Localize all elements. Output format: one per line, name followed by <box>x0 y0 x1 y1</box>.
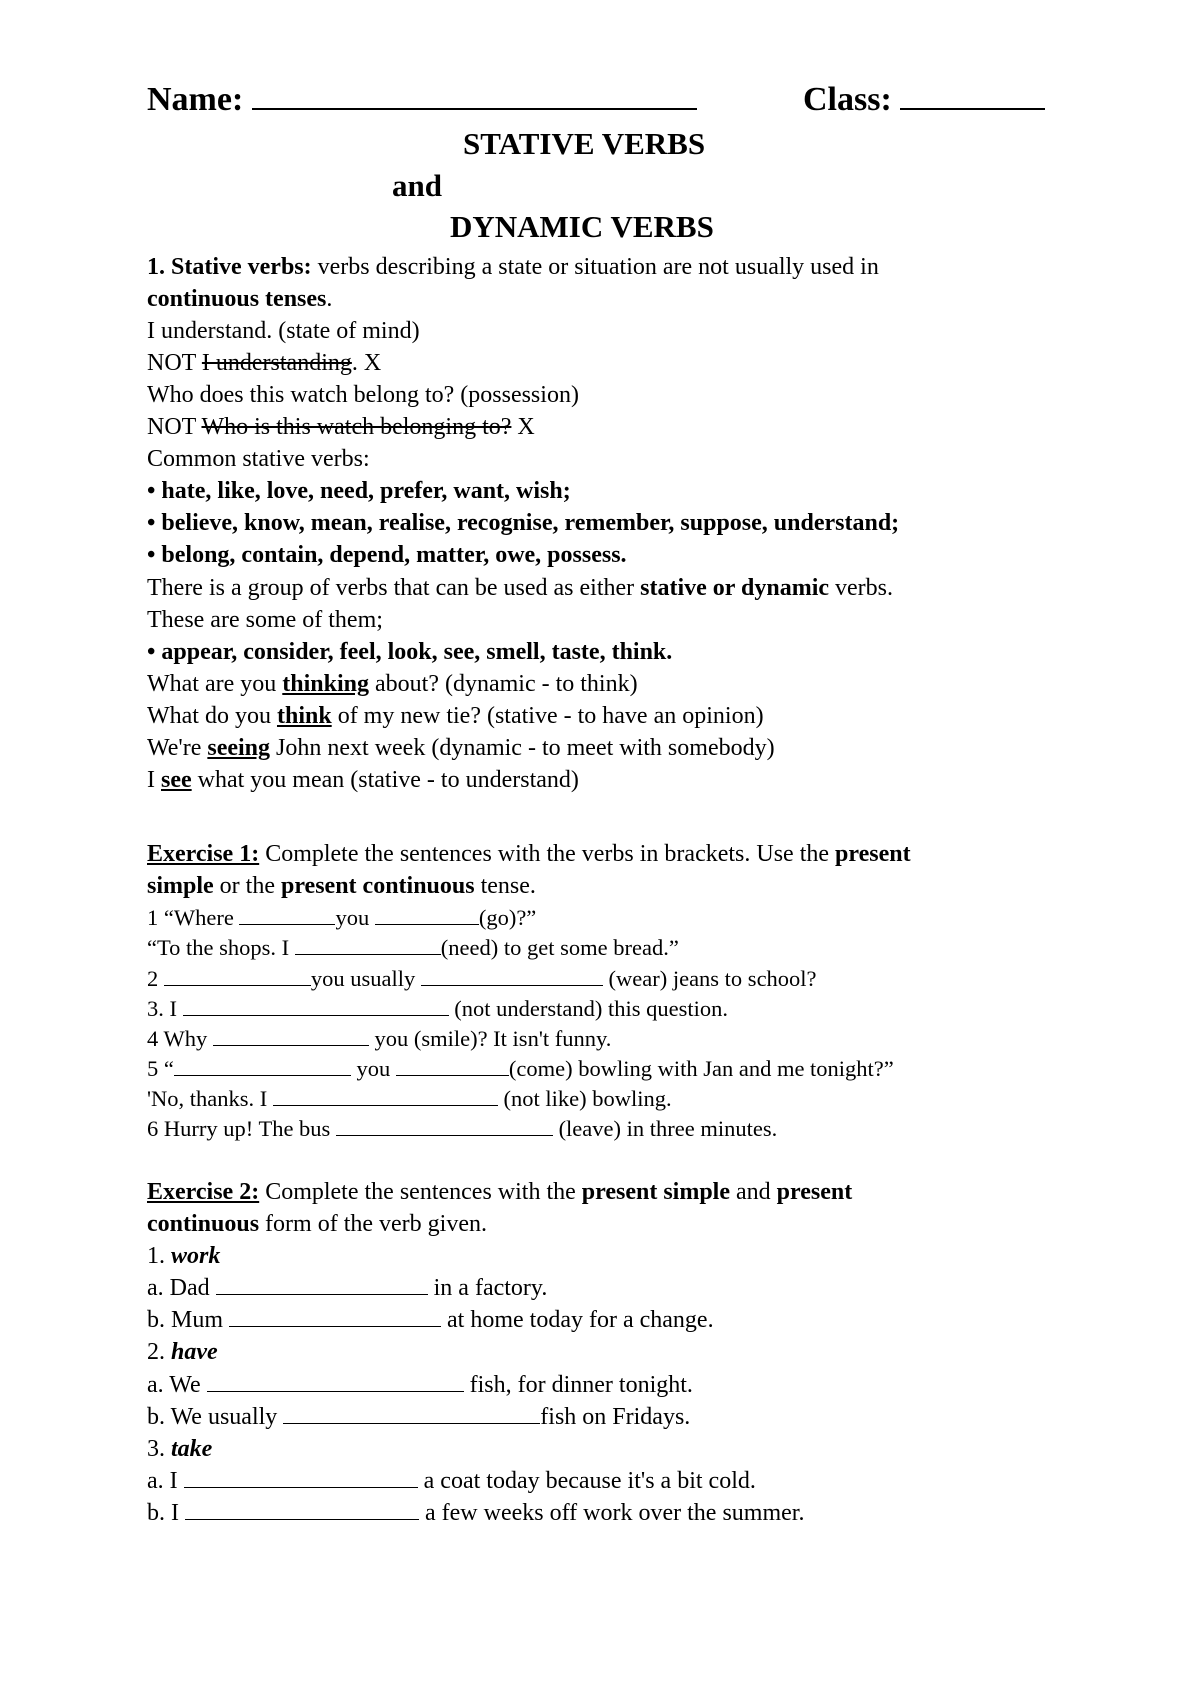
exercise-1-instructions-2: simple or the present continuous tense. <box>147 873 536 899</box>
stative-intro-line-1: 1. Stative verbs: verbs describing a state or situation are not usually used in <box>147 254 879 280</box>
verb-1-heading: 1. work <box>147 1243 221 1269</box>
ex1-question-6: 6 Hurry up! The bus (leave) in three minutes. <box>147 1116 778 1141</box>
title-line-3: DYNAMIC VERBS <box>450 209 714 244</box>
exercise-2-instructions: Exercise 2: Complete the sentences with the present simple and present <box>147 1179 853 1205</box>
exercise-2-instructions-2: continuous form of the verb given. <box>147 1211 487 1237</box>
ex2-3b: b. I a few weeks off work over the summer. <box>147 1500 805 1526</box>
answer-blank[interactable] <box>283 1403 540 1424</box>
ex1-question-5b: 'No, thanks. I (not like) bowling. <box>147 1086 672 1111</box>
group-note: There is a group of verbs that can be used as either stative or dynamic verbs. <box>147 575 894 601</box>
answer-blank[interactable] <box>164 965 311 986</box>
title-line-1: STATIVE VERBS <box>463 126 706 161</box>
example-1-wrong: NOT I understanding. X <box>147 350 382 376</box>
answer-blank[interactable] <box>295 934 441 955</box>
verb-3-heading: 3. take <box>147 1436 213 1462</box>
example-2-wrong: NOT Who is this watch belonging to? X <box>147 414 535 440</box>
dual-example-1: What are you thinking about? (dynamic - to think) <box>147 671 638 697</box>
ex1-question-3: 3. I (not understand) this question. <box>147 996 728 1021</box>
ex1-question-1a: 1 “Where you (go)?” <box>147 905 537 930</box>
answer-blank[interactable] <box>184 1467 418 1488</box>
ex2-2a: a. We fish, for dinner tonight. <box>147 1372 693 1398</box>
class-field-row <box>803 80 1045 120</box>
ex1-question-5a: 5 “ you (come) bowling with Jan and me tonight?” <box>147 1056 894 1081</box>
common-verbs-label: Common stative verbs: <box>147 446 370 472</box>
name-blank[interactable] <box>252 80 697 110</box>
dual-example-3: We're seeing John next week (dynamic - to meet with somebody) <box>147 735 775 761</box>
exercise-1-instructions: Exercise 1: Complete the sentences with the verbs in brackets. Use the present <box>147 841 911 867</box>
ex2-3a: a. I a coat today because it's a bit cold. <box>147 1468 756 1494</box>
verb-list-3: • belong, contain, depend, matter, owe, possess. <box>147 542 627 568</box>
title-line-2: and <box>392 168 442 203</box>
answer-blank[interactable] <box>273 1085 498 1106</box>
exercise-1-label: Exercise 1: <box>147 841 260 867</box>
verb-2-heading: 2. have <box>147 1339 218 1365</box>
section-heading: 1. Stative verbs: <box>147 254 312 280</box>
answer-blank[interactable] <box>396 1055 509 1076</box>
dual-example-4: I see what you mean (stative - to understand) <box>147 767 579 793</box>
dual-example-2: What do you think of my new tie? (stative - to have an opinion) <box>147 703 764 729</box>
answer-blank[interactable] <box>375 904 479 925</box>
verb-list-2: • believe, know, mean, realise, recognise, remember, suppose, understand; <box>147 510 900 536</box>
answer-blank[interactable] <box>229 1306 441 1327</box>
ex1-question-4: 4 Why you (smile)? It isn't funny. <box>147 1026 612 1051</box>
ex1-question-2: 2 you usually (wear) jeans to school? <box>147 966 817 991</box>
ex2-2b: b. We usually fish on Fridays. <box>147 1404 691 1430</box>
stative-intro-line-2: continuous tenses. <box>147 286 333 312</box>
verb-list-4: • appear, consider, feel, look, see, smell, taste, think. <box>147 639 673 665</box>
answer-blank[interactable] <box>207 1371 464 1392</box>
answer-blank[interactable] <box>174 1055 351 1076</box>
exercise-2-label: Exercise 2: <box>147 1179 260 1205</box>
ex1-question-1b: “To the shops. I (need) to get some bread.” <box>147 935 679 960</box>
answer-blank[interactable] <box>421 965 603 986</box>
answer-blank[interactable] <box>239 904 335 925</box>
example-1: I understand. (state of mind) <box>147 318 420 344</box>
class-label: Class: <box>803 81 892 118</box>
ex2-1a: a. Dad in a factory. <box>147 1275 548 1301</box>
name-label: Name: <box>147 81 244 118</box>
ex2-1b: b. Mum at home today for a change. <box>147 1307 714 1333</box>
class-blank[interactable] <box>900 80 1045 110</box>
name-field-row <box>147 80 697 120</box>
answer-blank[interactable] <box>183 995 449 1016</box>
answer-blank[interactable] <box>336 1115 553 1136</box>
example-2: Who does this watch belong to? (possession) <box>147 382 579 408</box>
answer-blank[interactable] <box>213 1025 369 1046</box>
verb-list-1: • hate, like, love, need, prefer, want, wish; <box>147 478 571 504</box>
answer-blank[interactable] <box>216 1274 428 1295</box>
answer-blank[interactable] <box>185 1499 419 1520</box>
group-note-2: These are some of them; <box>147 607 383 633</box>
